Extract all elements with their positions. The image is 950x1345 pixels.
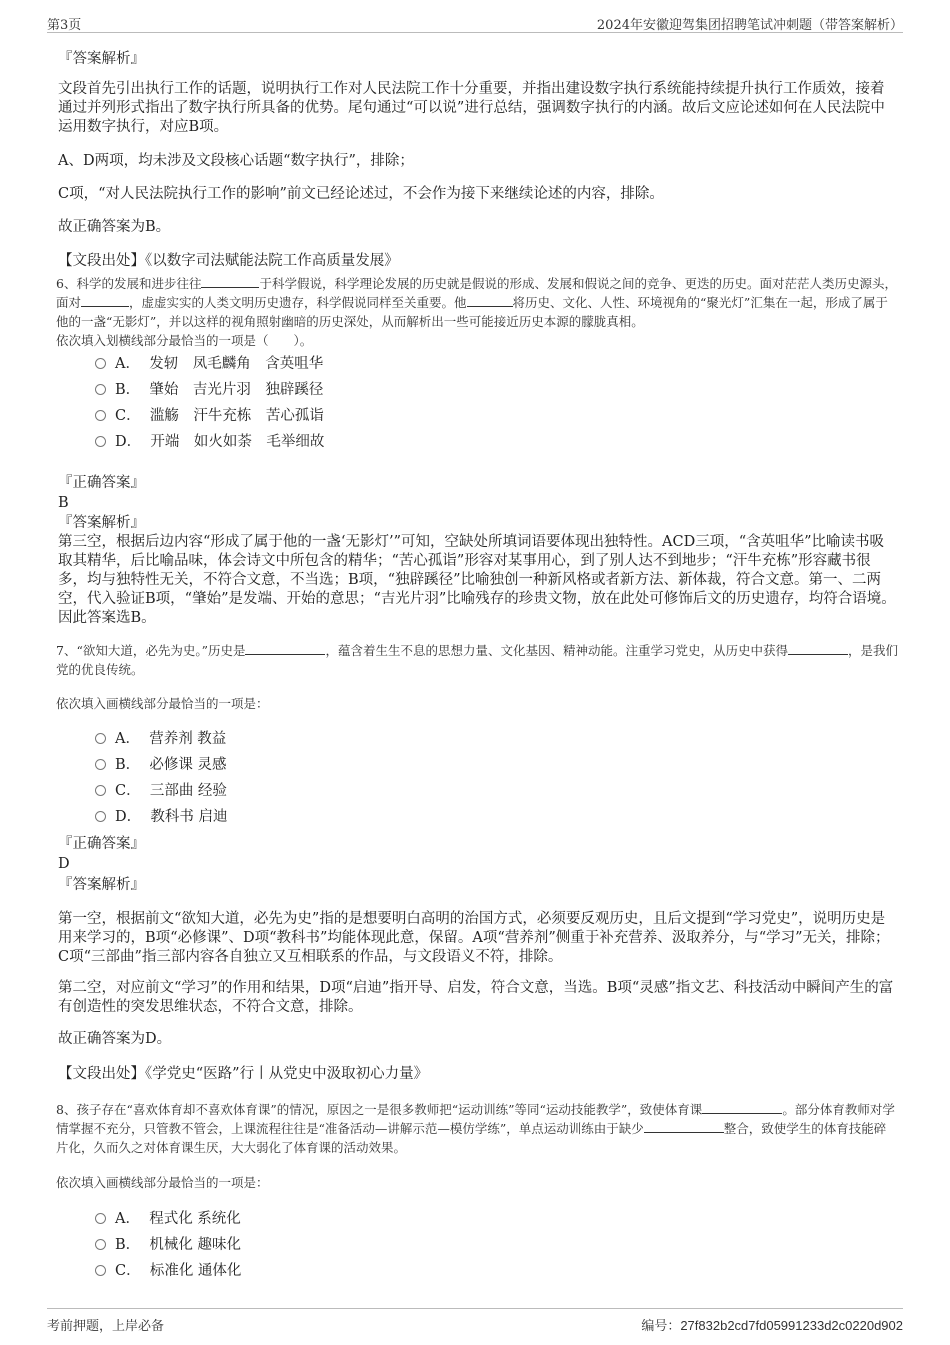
radio-icon[interactable] (95, 1239, 106, 1250)
option-letter: D． (115, 434, 142, 450)
option-letter: A． (115, 356, 140, 372)
q7-stem-part-2: ，蕴含着生生不息的思想力量、文化基因、精神动能。注重学习党史，从历史中获得 (325, 643, 788, 658)
option-letter: C． (115, 408, 141, 424)
radio-icon[interactable] (95, 436, 106, 447)
q6-stem-part-4: 将历史、文化、人性、环境视角的“聚光灯”汇集在一起，形成了属于他的一盏“无影灯”，并以这样的视角照射幽暗的历史深处，从而解析出一些可能接近历史本源的朦胧真相。 (56, 295, 888, 329)
q7-stem (56, 641, 898, 679)
option-letter: C． (115, 1263, 141, 1279)
q6-prompt: 依次填入划横线部分最恰当的一项是（ ）。 (56, 333, 313, 348)
q7-analysis-paragraph-1: 第一空，根据前文“欲知大道，必先为史”指的是想要明白高明的治国方式，必须要反观历史，且后文提到“学习党史”，说明历史是用来学习的，B项“必修课”、D项“教科书”均能体现此意，保留。A项“营养剂”侧重于补充营养、汲取养分，与“学习”无关，排除；C项“三部曲”指三部内容各自独立又互相联系的作品，与文段语义不符，排除。 (58, 911, 890, 965)
q7-answer-heading: 『正确答案』 (58, 836, 145, 852)
q6-options (95, 351, 324, 455)
q6-blank-3 (467, 294, 513, 307)
q6-answer: B (58, 495, 69, 511)
option-letter: B． (115, 1237, 141, 1253)
document-code (641, 1315, 903, 1334)
q7-option-b[interactable] (95, 752, 227, 778)
option-text: 发轫 凤毛麟角 含英咀华 (149, 356, 324, 372)
option-letter: C． (115, 783, 141, 799)
option-text: 程式化 系统化 (149, 1211, 241, 1227)
q7-conclusion: 故正确答案为D。 (58, 1031, 172, 1047)
q6-option-a[interactable] (95, 351, 324, 377)
q6-stem-part-3: ，虚虚实实的人类文明历史遗存，科学假说同样至关重要。他 (129, 295, 467, 310)
radio-icon[interactable] (95, 733, 106, 744)
radio-icon[interactable] (95, 1265, 106, 1276)
radio-icon[interactable] (95, 410, 106, 421)
q8-stem-part-3: 整合，致使学生的体育技能碎片化，久而久之对体育课生厌，大大弱化了体育课的活动效果。 (56, 1121, 887, 1155)
q5-conclusion: 故正确答案为B。 (58, 219, 171, 235)
option-text: 营养剂 教益 (149, 731, 227, 747)
radio-icon[interactable] (95, 759, 106, 770)
q6-stem-part-2: 于科学假说，科学理论发展的历史就是假说的形成、发展和假说之间的竞争、更迭的历史。面对茫茫人类历史源头，面对 (56, 276, 897, 310)
option-letter: B． (115, 382, 141, 398)
radio-icon[interactable] (95, 785, 106, 796)
q6-option-b[interactable] (95, 377, 324, 403)
radio-icon[interactable] (95, 358, 106, 369)
code-value: 27f832b2cd7fd05991233d2c0220d902 (680, 1318, 903, 1333)
q7-option-d[interactable] (95, 804, 227, 830)
code-label: 编号： (641, 1319, 681, 1334)
option-text: 肇始 吉光片羽 独辟蹊径 (149, 382, 324, 398)
q8-options (95, 1206, 241, 1284)
q6-answer-heading: 『正确答案』 (58, 475, 145, 491)
q8-option-a[interactable] (95, 1206, 241, 1232)
page-header (47, 12, 903, 33)
q7-stem-part-1: 7、“欲知大道，必先为史。”历史是 (56, 643, 246, 658)
page-number: 第3页 (47, 18, 82, 33)
q7-source: 【文段出处】《学党史“医路”行丨从党史中汲取初心力量》 (58, 1066, 429, 1082)
q8-blank-1 (702, 1101, 782, 1114)
q7-stem-part-3: ，是我们党的优良传统。 (56, 643, 899, 677)
option-text: 教科书 启迪 (150, 809, 228, 825)
option-text: 三部曲 经验 (149, 783, 227, 799)
option-text: 必修课 灵感 (149, 757, 227, 773)
q7-prompt: 依次填入画横线部分最恰当的一项是： (56, 696, 269, 711)
q8-stem-part-2: 。部分体育教师对学情掌握不充分，只管教不管会，上课流程往往是“准备活动—讲解示范—模仿学练”，单点运动训练由于缺少 (56, 1102, 895, 1136)
q5-analysis-paragraph-3: C项，“对人民法院执行工作的影响”前文已经论述过，不会作为接下来继续论述的内容，排除。 (58, 186, 664, 202)
q5-analysis-paragraph-2: A、D两项，均未涉及文段核心话题“数字执行”，排除； (58, 153, 414, 169)
q7-analysis-heading: 『答案解析』 (58, 877, 145, 893)
q6-analysis-heading: 『答案解析』 (58, 515, 145, 531)
q6-analysis: 第三空，根据后边内容“形成了属于他的一盏‘无影灯’”可知，空缺处所填词语要体现出独特性。ACD三项，“含英咀华”比喻读书吸取其精华，后比喻品味，体会诗文中所包含的精华；“苦心孤诣”形容对某事用心，到了别人达不到地步；“汗牛充栋”形容藏书很多，均与独特性无关，不符合文意，不当选；B项，“独辟蹊径”比喻独创一种新风格或者新方法、新体裁，符合文意。第一、二两空，代入验证B项，“肇始”是发端、开始的意思；“吉光片羽”比喻残存的珍贵文物，放在此处可修饰后文的历史遗存，均符合语境。因此答案选B。 (58, 534, 896, 626)
footer-slogan: 考前押题，上岸必备 (47, 1319, 165, 1334)
option-letter: D． (115, 809, 142, 825)
q8-option-b[interactable] (95, 1232, 241, 1258)
q7-blank-1 (245, 642, 325, 655)
q5-analysis-paragraph-1: 文段首先引出执行工作的话题，说明执行工作对人民法院工作十分重要，并指出建设数字执行系统能持续提升执行工作质效，接着通过并列形式指出了数字执行所具备的优势。尾句通过“可以说”进行总结，强调数字执行的内涵。故后文应论述如何在人民法院中运用数字执行，对应B项。 (58, 81, 885, 135)
q7-blank-2 (788, 642, 848, 655)
q8-blank-2 (644, 1120, 724, 1133)
q8-stem (56, 1100, 898, 1157)
q6-stem-part-1: 6、科学的发展和进步往往 (56, 276, 202, 291)
document-title: 2024年安徽迎驾集团招聘笔试冲刺题（带答案解析） (596, 18, 903, 33)
q8-prompt: 依次填入画横线部分最恰当的一项是： (56, 1175, 269, 1190)
q5-analysis-heading: 『答案解析』 (58, 51, 145, 67)
q7-answer: D (58, 856, 70, 872)
option-text: 开端 如火如荼 毛举细故 (150, 434, 325, 450)
radio-icon[interactable] (95, 384, 106, 395)
page-footer (47, 1308, 903, 1333)
q6-blank-1 (201, 275, 259, 288)
q8-option-c[interactable] (95, 1258, 241, 1284)
q7-options (95, 726, 227, 830)
q6-blank-2 (81, 294, 129, 307)
q6-option-c[interactable] (95, 403, 324, 429)
radio-icon[interactable] (95, 811, 106, 822)
q5-source: 【文段出处】《以数字司法赋能法院工作高质量发展》 (58, 253, 399, 269)
option-letter: B． (115, 757, 141, 773)
q7-analysis-paragraph-2: 第二空，对应前文“学习”的作用和结果，D项“启迪”指开导、启发，符合文意，当选。B项“灵感”指文艺、科技活动中瞬间产生的富有创造性的突发思维状态，不符合文意，排除。 (58, 980, 894, 1015)
q7-option-a[interactable] (95, 726, 227, 752)
q7-option-c[interactable] (95, 778, 227, 804)
option-text: 滥觞 汗牛充栋 苦心孤诣 (149, 408, 324, 424)
option-text: 机械化 趣味化 (149, 1237, 241, 1253)
q6-option-d[interactable] (95, 429, 324, 455)
option-letter: A． (115, 731, 140, 747)
q8-stem-part-1: 8、孩子存在“喜欢体育却不喜欢体育课”的情况，原因之一是很多教师把“运动训练”等同“运动技能教学”，致使体育课 (56, 1102, 703, 1117)
q6-stem (56, 274, 898, 331)
option-text: 标准化 通体化 (149, 1263, 242, 1279)
option-letter: A． (115, 1211, 140, 1227)
radio-icon[interactable] (95, 1213, 106, 1224)
